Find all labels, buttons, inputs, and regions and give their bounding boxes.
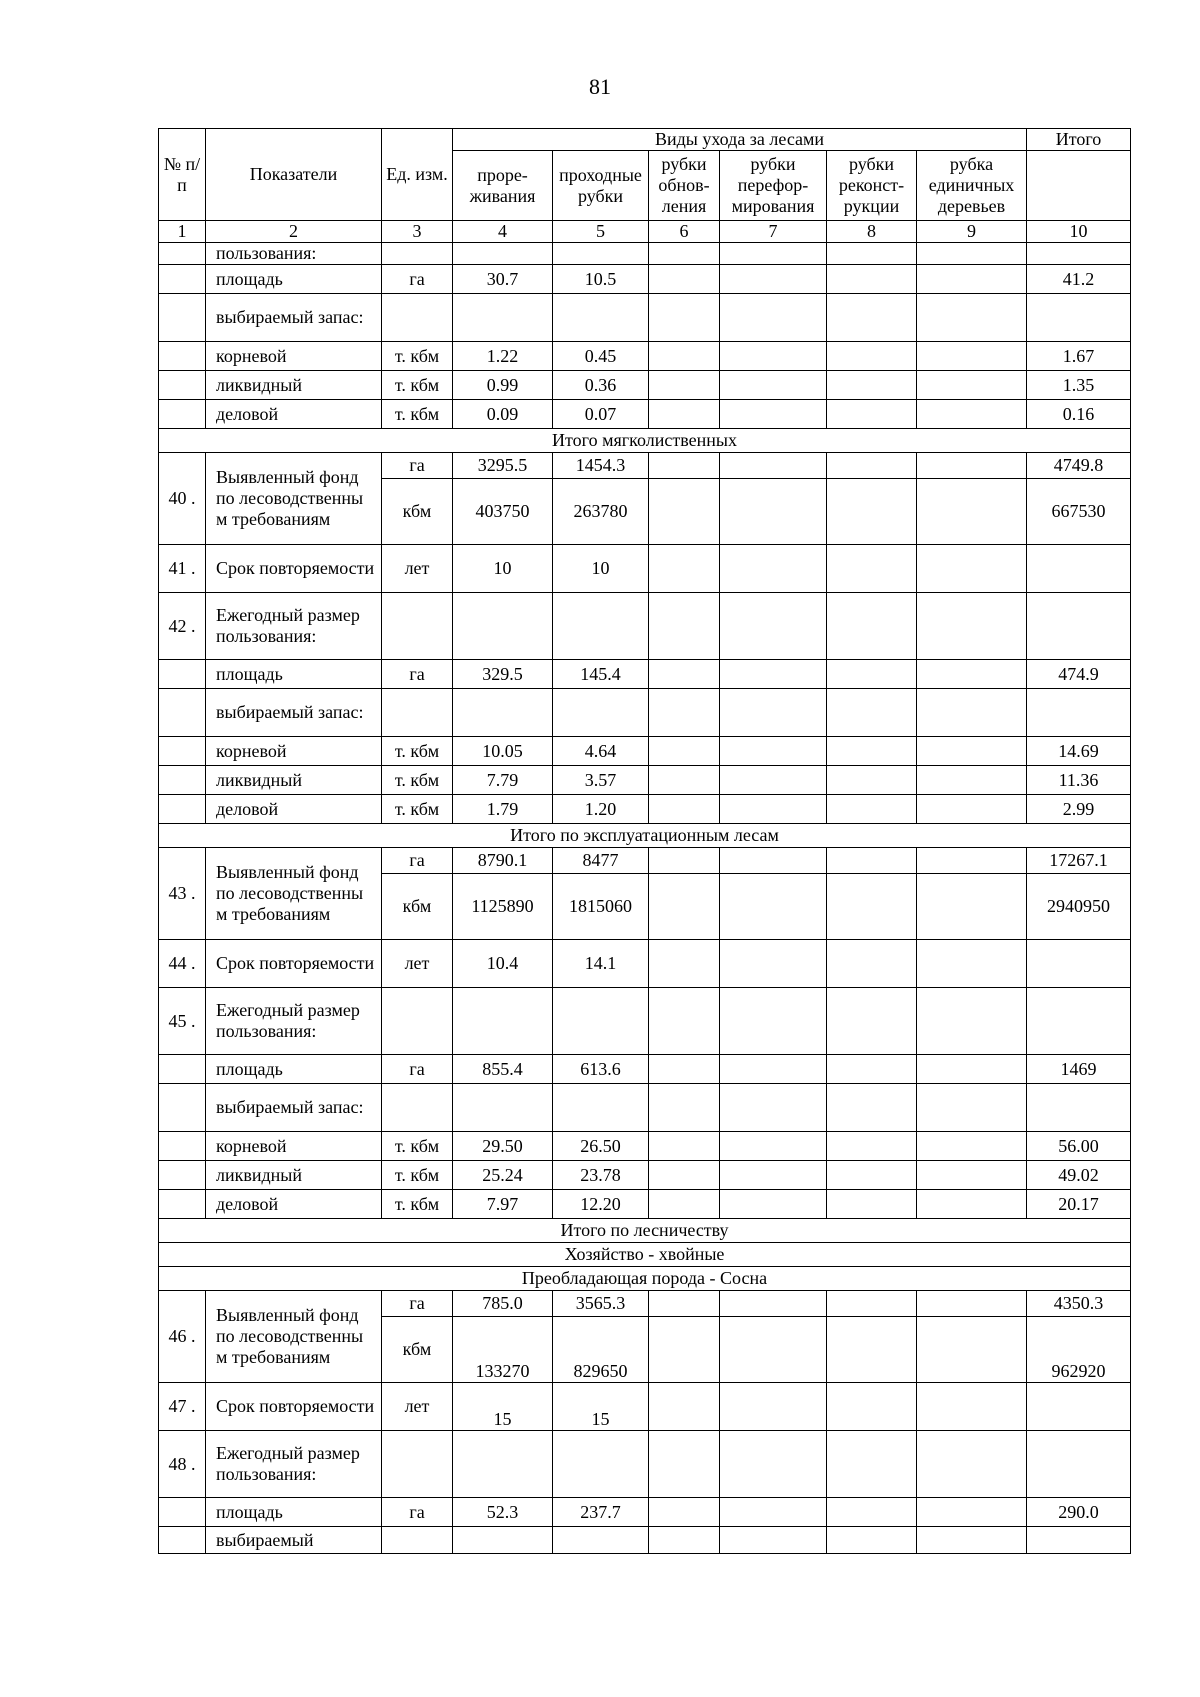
row-label: Ежегодный размер пользования: xyxy=(206,1431,382,1498)
unit-cell: га xyxy=(382,848,453,874)
value-cell: 1.20 xyxy=(553,795,649,824)
value-cell: 829650 xyxy=(553,1317,649,1383)
table-row xyxy=(159,660,1131,689)
row-number: 47 . xyxy=(159,1383,206,1431)
total-cell: 20.17 xyxy=(1027,1190,1131,1219)
row-label: выбираемый запас: xyxy=(206,1084,382,1132)
row-number: 41 . xyxy=(159,545,206,593)
total-cell: 0.16 xyxy=(1027,400,1131,429)
value-cell: 30.7 xyxy=(453,265,553,294)
total-cell: 962920 xyxy=(1027,1317,1131,1383)
unit-cell: кбм xyxy=(382,1317,453,1383)
unit-cell: т. кбм xyxy=(382,371,453,400)
value-cell: 10 xyxy=(453,545,553,593)
header-unit: Ед. изм. xyxy=(382,129,453,221)
row-label: площадь xyxy=(206,660,382,689)
value-cell: 15 xyxy=(553,1383,649,1431)
table-row xyxy=(159,848,1131,874)
total-cell: 474.9 xyxy=(1027,660,1131,689)
value-cell: 10.05 xyxy=(453,737,553,766)
unit-cell: лет xyxy=(382,545,453,593)
table-row xyxy=(159,1132,1131,1161)
value-cell: 10 xyxy=(553,545,649,593)
row-label: Ежегодный размер пользования: xyxy=(206,593,382,660)
row-number: 42 . xyxy=(159,593,206,660)
column-numbers-row xyxy=(159,221,1131,243)
table-row xyxy=(159,1055,1131,1084)
unit-cell: т. кбм xyxy=(382,342,453,371)
value-cell: 1815060 xyxy=(553,874,649,940)
table-row xyxy=(159,294,1131,342)
value-cell: 403750 xyxy=(453,479,553,545)
col-num: 6 xyxy=(649,221,720,243)
section-row xyxy=(159,1219,1131,1243)
total-cell: 4350.3 xyxy=(1027,1291,1131,1317)
total-cell: 290.0 xyxy=(1027,1498,1131,1527)
value-cell: 7.79 xyxy=(453,766,553,795)
row-label: Срок повторяемости xyxy=(206,545,382,593)
unit-cell: га xyxy=(382,660,453,689)
total-cell: 41.2 xyxy=(1027,265,1131,294)
section-subtitle: Хозяйство - хвойные xyxy=(159,1243,1131,1267)
total-cell: 1.67 xyxy=(1027,342,1131,371)
table-row xyxy=(159,371,1131,400)
col-num: 1 xyxy=(159,221,206,243)
value-cell: 8477 xyxy=(553,848,649,874)
col-num: 2 xyxy=(206,221,382,243)
unit-cell: т. кбм xyxy=(382,737,453,766)
value-cell: 0.36 xyxy=(553,371,649,400)
row-label: пользования: xyxy=(206,243,382,265)
section-row xyxy=(159,824,1131,848)
row-label: выбираемый запас: xyxy=(206,689,382,737)
value-cell: 0.09 xyxy=(453,400,553,429)
row-label: деловой xyxy=(206,400,382,429)
unit-cell: га xyxy=(382,1055,453,1084)
table-row xyxy=(159,1161,1131,1190)
header-type-renewal: рубки обнов-ления xyxy=(649,151,720,221)
value-cell: 0.07 xyxy=(553,400,649,429)
value-cell: 25.24 xyxy=(453,1161,553,1190)
table-row xyxy=(159,737,1131,766)
value-cell: 12.20 xyxy=(553,1190,649,1219)
value-cell: 0.99 xyxy=(453,371,553,400)
value-cell: 10.4 xyxy=(453,940,553,988)
table-row xyxy=(159,342,1131,371)
row-number: 48 . xyxy=(159,1431,206,1498)
value-cell: 133270 xyxy=(453,1317,553,1383)
section-row xyxy=(159,1267,1131,1291)
table-row xyxy=(159,766,1131,795)
row-label: площадь xyxy=(206,265,382,294)
section-subtitle: Преобладающая порода - Сосна xyxy=(159,1267,1131,1291)
row-number: 44 . xyxy=(159,940,206,988)
unit-cell: т. кбм xyxy=(382,795,453,824)
value-cell: 613.6 xyxy=(553,1055,649,1084)
value-cell: 0.45 xyxy=(553,342,649,371)
unit-cell: лет xyxy=(382,1383,453,1431)
table-row xyxy=(159,988,1131,1055)
unit-cell: га xyxy=(382,1291,453,1317)
total-cell: 56.00 xyxy=(1027,1132,1131,1161)
row-label: выбираемый xyxy=(206,1527,382,1554)
section-title: Итого по эксплуатационным лесам xyxy=(159,824,1131,848)
row-label: ликвидный xyxy=(206,1161,382,1190)
table-row xyxy=(159,1431,1131,1498)
col-num: 8 xyxy=(827,221,917,243)
table-row xyxy=(159,1383,1131,1431)
row-label: Ежегодный размер пользования: xyxy=(206,988,382,1055)
value-cell: 3295.5 xyxy=(453,453,553,479)
table-row xyxy=(159,1527,1131,1554)
header-care-types: Виды ухода за лесами xyxy=(453,129,1027,151)
forest-care-table xyxy=(158,128,1131,1554)
row-label: деловой xyxy=(206,795,382,824)
total-cell: 2940950 xyxy=(1027,874,1131,940)
total-cell: 11.36 xyxy=(1027,766,1131,795)
col-num: 9 xyxy=(917,221,1027,243)
section-title: Итого по лесничеству xyxy=(159,1219,1131,1243)
header-type-reconstruction: рубки реконст-рукции xyxy=(827,151,917,221)
total-cell: 1.35 xyxy=(1027,371,1131,400)
col-num: 5 xyxy=(553,221,649,243)
value-cell: 1125890 xyxy=(453,874,553,940)
unit-cell: т. кбм xyxy=(382,1190,453,1219)
table-row xyxy=(159,940,1131,988)
row-label: корневой xyxy=(206,737,382,766)
value-cell: 23.78 xyxy=(553,1161,649,1190)
unit-cell: кбм xyxy=(382,874,453,940)
unit-cell: га xyxy=(382,453,453,479)
value-cell: 1454.3 xyxy=(553,453,649,479)
total-cell: 17267.1 xyxy=(1027,848,1131,874)
table-row xyxy=(159,1084,1131,1132)
table-row xyxy=(159,593,1131,660)
row-label: Срок повторяемости xyxy=(206,940,382,988)
header-row-1 xyxy=(159,129,1131,151)
table-row xyxy=(159,243,1131,265)
header-type-single-trees: рубка единичных деревьев xyxy=(917,151,1027,221)
table-row xyxy=(159,453,1131,479)
value-cell: 8790.1 xyxy=(453,848,553,874)
row-number: 40 . xyxy=(159,453,206,545)
value-cell: 10.5 xyxy=(553,265,649,294)
header-total-empty xyxy=(1027,151,1131,221)
table-row xyxy=(159,1291,1131,1317)
row-label: Выявленный фонд по лесоводственны м требованиям xyxy=(206,453,382,545)
value-cell: 1.79 xyxy=(453,795,553,824)
row-label: Срок повторяемости xyxy=(206,1383,382,1431)
row-number: 46 . xyxy=(159,1291,206,1383)
value-cell: 7.97 xyxy=(453,1190,553,1219)
table-row xyxy=(159,1498,1131,1527)
table-row xyxy=(159,795,1131,824)
value-cell: 145.4 xyxy=(553,660,649,689)
unit-cell: га xyxy=(382,1498,453,1527)
row-label: Выявленный фонд по лесоводственны м требованиям xyxy=(206,848,382,940)
value-cell: 237.7 xyxy=(553,1498,649,1527)
header-type-passage: проходные рубки xyxy=(553,151,649,221)
value-cell: 29.50 xyxy=(453,1132,553,1161)
unit-cell: т. кбм xyxy=(382,766,453,795)
header-type-reformation: рубки перефор-мирования xyxy=(720,151,827,221)
header-type-thinning: проре-живания xyxy=(453,151,553,221)
value-cell: 855.4 xyxy=(453,1055,553,1084)
unit-cell: т. кбм xyxy=(382,400,453,429)
row-label: корневой xyxy=(206,342,382,371)
value-cell: 785.0 xyxy=(453,1291,553,1317)
row-label: площадь xyxy=(206,1498,382,1527)
value-cell: 4.64 xyxy=(553,737,649,766)
total-cell: 4749.8 xyxy=(1027,453,1131,479)
row-label: ликвидный xyxy=(206,371,382,400)
row-label: выбираемый запас: xyxy=(206,294,382,342)
value-cell: 15 xyxy=(453,1383,553,1431)
value-cell: 3565.3 xyxy=(553,1291,649,1317)
section-row xyxy=(159,1243,1131,1267)
row-number: 45 . xyxy=(159,988,206,1055)
row-label: деловой xyxy=(206,1190,382,1219)
row-label: Выявленный фонд по лесоводственны м требованиям xyxy=(206,1291,382,1383)
unit-cell: га xyxy=(382,265,453,294)
col-num: 7 xyxy=(720,221,827,243)
total-cell: 14.69 xyxy=(1027,737,1131,766)
table-row xyxy=(159,1190,1131,1219)
col-num: 3 xyxy=(382,221,453,243)
header-indicators: Показатели xyxy=(206,129,382,221)
section-row xyxy=(159,429,1131,453)
table-row xyxy=(159,400,1131,429)
total-cell: 667530 xyxy=(1027,479,1131,545)
row-number: 43 . xyxy=(159,848,206,940)
value-cell: 329.5 xyxy=(453,660,553,689)
section-title: Итого мягколиственных xyxy=(159,429,1131,453)
header-no: № п/п xyxy=(159,129,206,221)
total-cell: 2.99 xyxy=(1027,795,1131,824)
row-label: площадь xyxy=(206,1055,382,1084)
row-label: ликвидный xyxy=(206,766,382,795)
value-cell: 52.3 xyxy=(453,1498,553,1527)
value-cell: 1.22 xyxy=(453,342,553,371)
header-total: Итого xyxy=(1027,129,1131,151)
total-cell: 1469 xyxy=(1027,1055,1131,1084)
value-cell: 263780 xyxy=(553,479,649,545)
value-cell: 14.1 xyxy=(553,940,649,988)
value-cell: 3.57 xyxy=(553,766,649,795)
table-row xyxy=(159,265,1131,294)
unit-cell: т. кбм xyxy=(382,1132,453,1161)
value-cell: 26.50 xyxy=(553,1132,649,1161)
page-number: 81 xyxy=(589,74,611,99)
unit-cell: кбм xyxy=(382,479,453,545)
col-num: 10 xyxy=(1027,221,1131,243)
table-row xyxy=(159,689,1131,737)
col-num: 4 xyxy=(453,221,553,243)
unit-cell: т. кбм xyxy=(382,1161,453,1190)
table-row xyxy=(159,545,1131,593)
unit-cell: лет xyxy=(382,940,453,988)
total-cell: 49.02 xyxy=(1027,1161,1131,1190)
row-label: корневой xyxy=(206,1132,382,1161)
